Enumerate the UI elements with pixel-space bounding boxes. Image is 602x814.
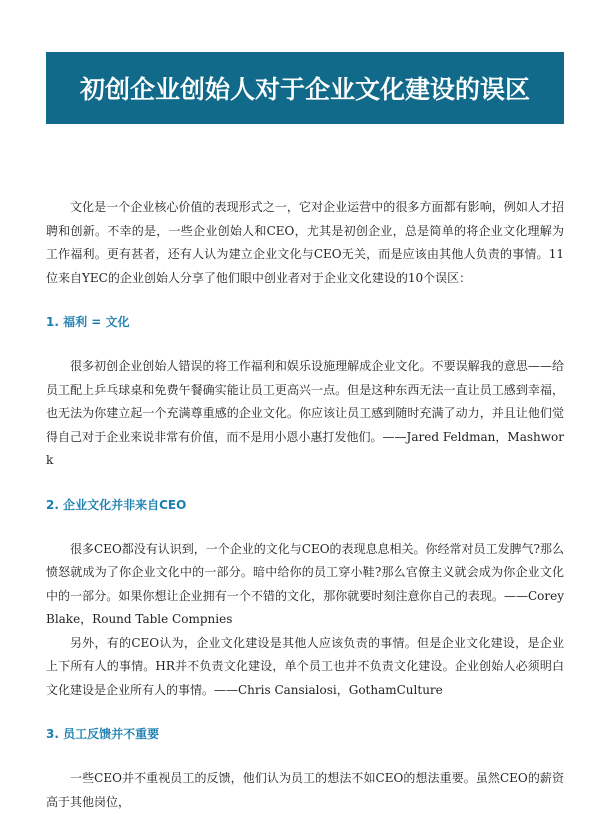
section-heading-2: 2. 企业文化并非来自CEO <box>46 497 187 512</box>
title-banner <box>46 52 564 124</box>
section-3-paragraph-1: 一些CEO并不重视员工的反馈，他们认为员工的想法不如CEO的想法重要。虽然CEO的薪资高于其他岗位， <box>46 771 564 809</box>
section-heading-1: 1. 福利 = 文化 <box>46 315 130 329</box>
section-1-paragraph-1: 很多初创企业创始人错误的将工作福利和娱乐设施理解成企业文化。不要误解我的意思——给员工配上乒乓球桌和免费午餐确实能让员工更高兴一点。但是这种东西无法一直让员工感到幸福，也无法为你建立起一个充满尊重感的企业文化。你应该让员工感到随时充满了动力，并且让他们觉得自己对于企业来说非常有价值，而不是用小恩小惠打发他们。——Jared Feldman，Mashwork <box>46 359 564 467</box>
intro-paragraph: 文化是一个企业核心价值的表现形式之一，它对企业运营中的很多方面都有影响，例如人才招聘和创新。不幸的是，一些企业创始人和CEO，尤其是初创企业，总是简单的将企业文化理解为工作福利。更有甚者，还有人认为建立企业文化与CEO无关，而是应该由其他人负责的事情。11位来自YEC的企业创始人分享了他们眼中创业者对于企业文化建设的10个误区： <box>46 200 564 285</box>
article-body <box>46 196 564 814</box>
section-heading-3: 3. 员工反馈并不重要 <box>46 727 160 741</box>
section-2-paragraph-1: 很多CEO都没有认识到，一个企业的文化与CEO的表现息息相关。你经常对员工发脾气?那么愤怒就成为了你企业文化中的一部分。暗中给你的员工穿小鞋?那么官僚主义就会成为你企业文化中的一部分。如果你想让企业拥有一个不错的文化，那你就要时刻注意你自己的表现。——Corey Blake，Round Table Compnies <box>46 541 564 626</box>
article-title: 初创企业创始人对于企业文化建设的误区 <box>79 75 530 104</box>
section-2-paragraph-2: 另外，有的CEO认为，企业文化建设是其他人应该负责的事情。但是企业文化建设，是企业上下所有人的事情。HR并不负责文化建设，单个员工也并不负责文化建设。企业创始人必须明白文化建设是企业所有人的事情。——Chris Cansialosi，GothamCulture <box>46 635 564 697</box>
